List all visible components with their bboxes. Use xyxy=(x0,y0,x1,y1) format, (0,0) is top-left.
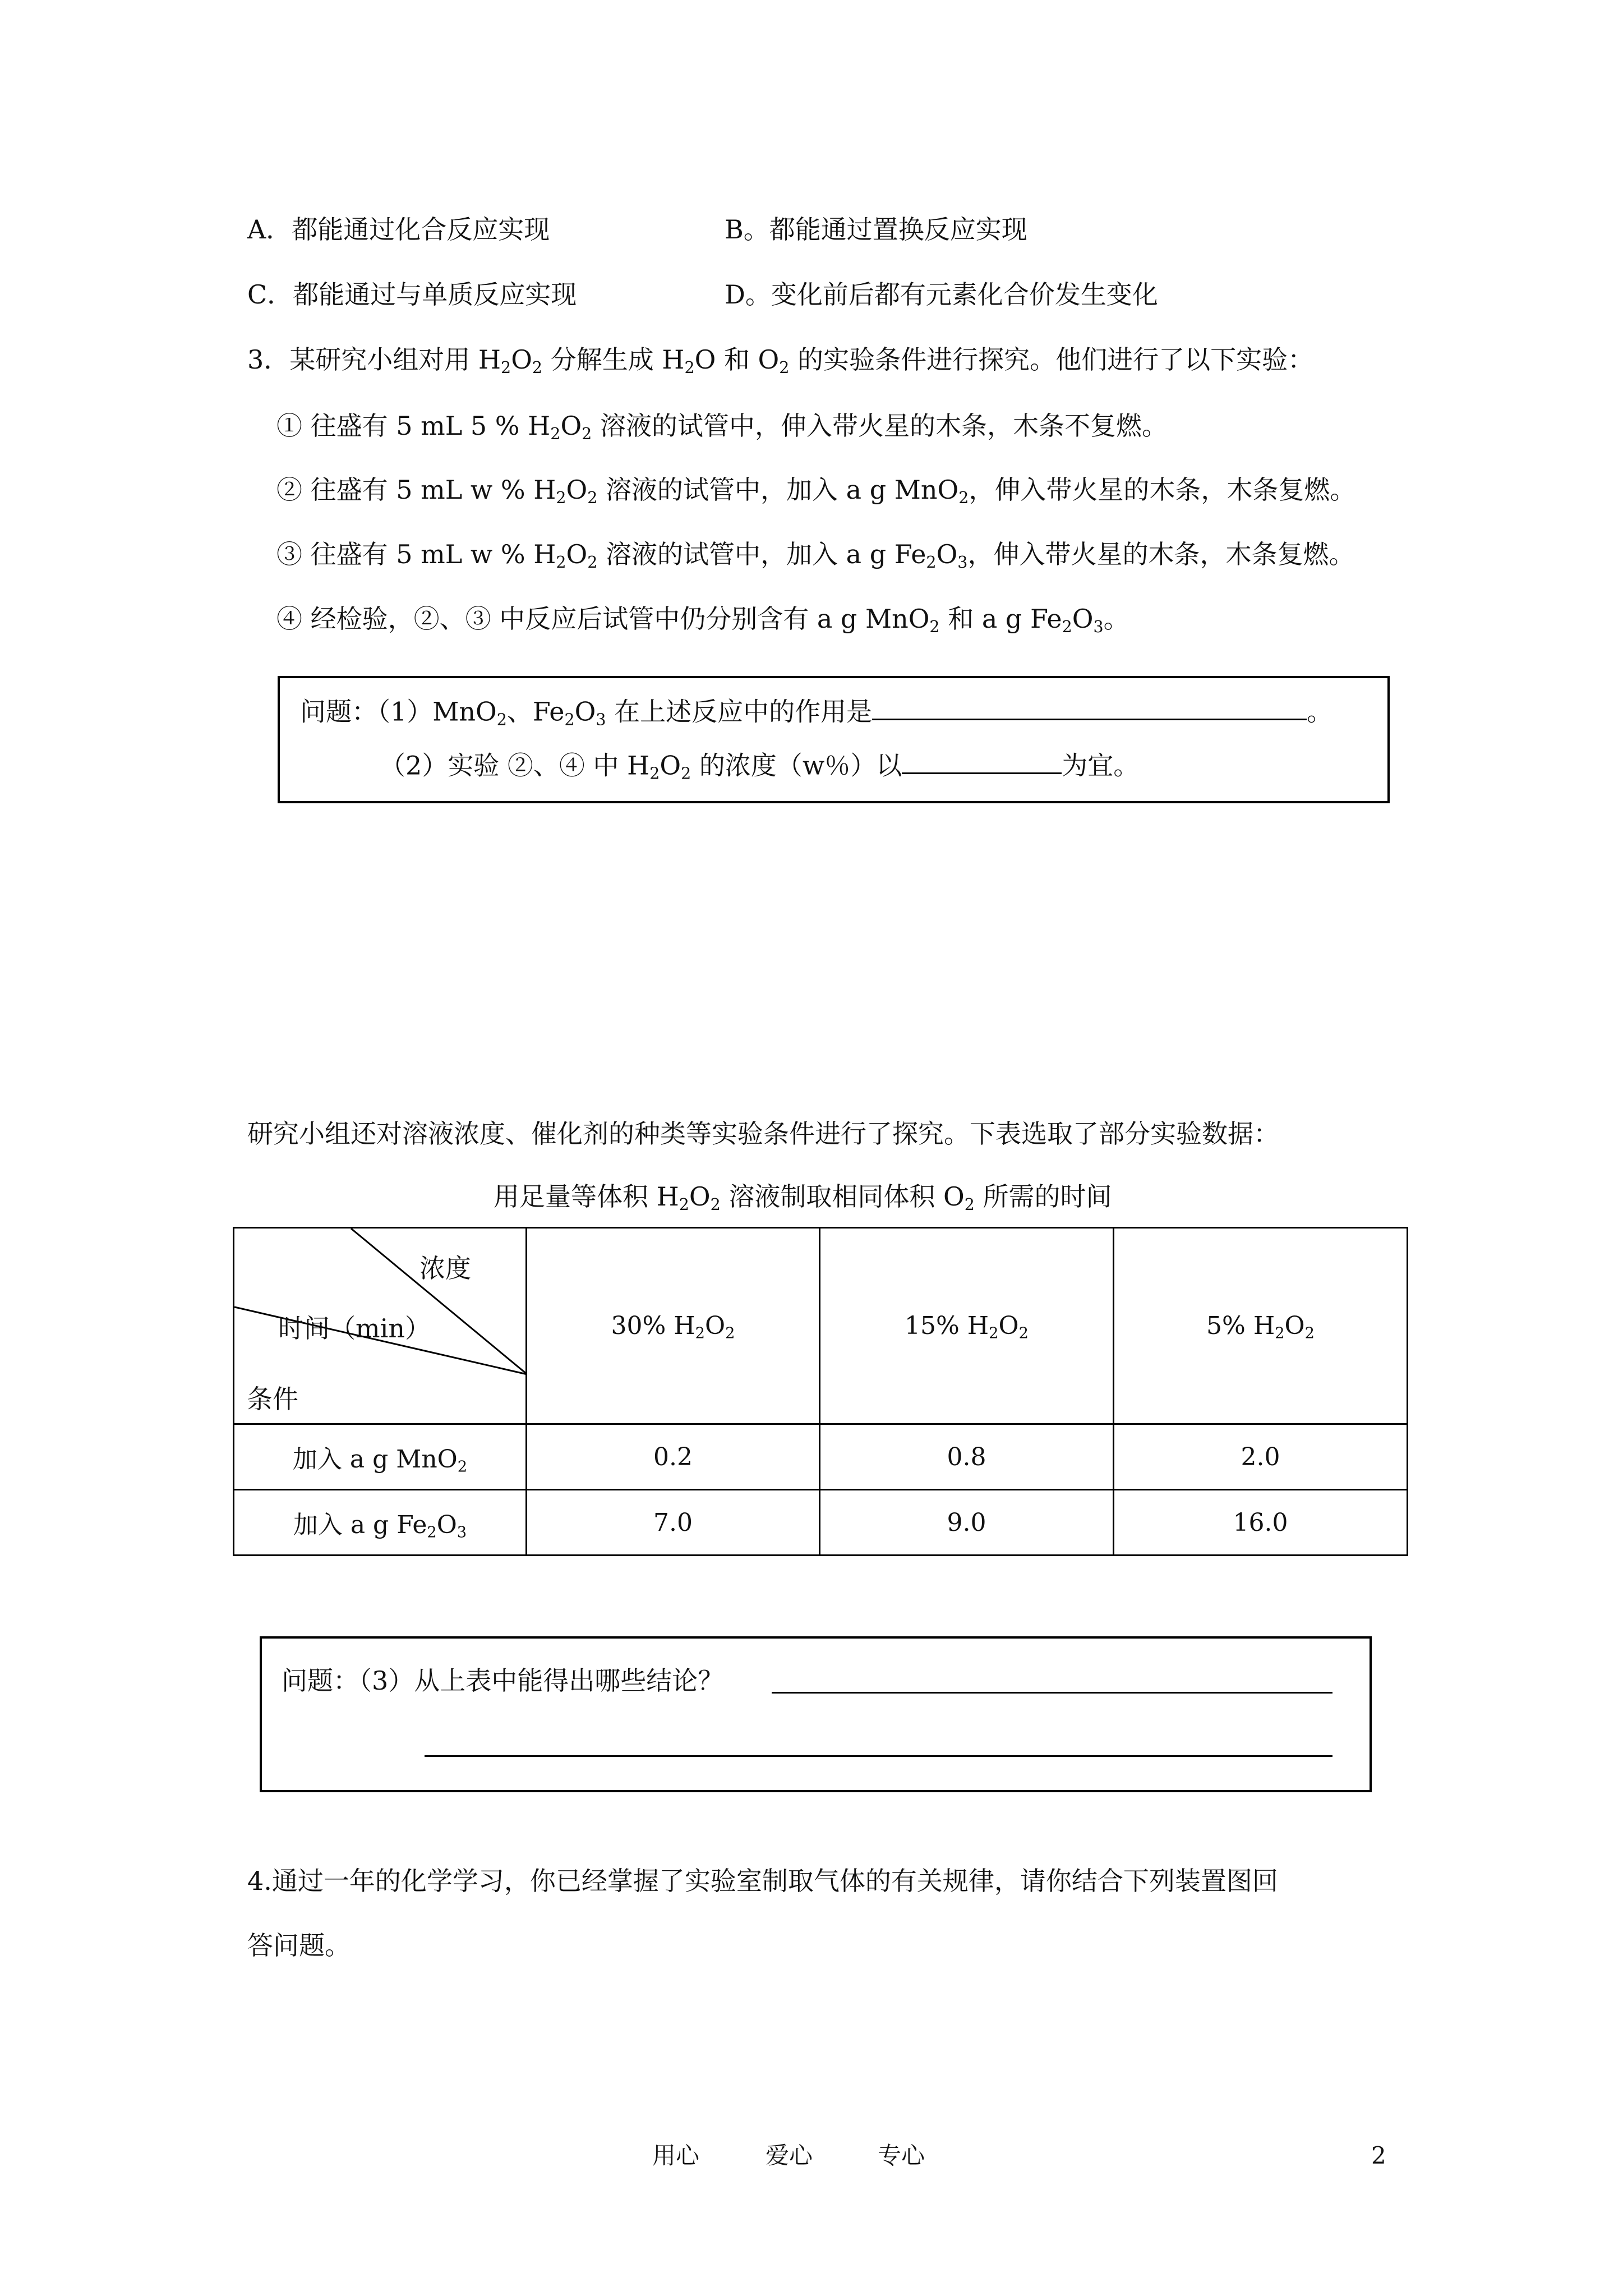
footer-left: 用心 xyxy=(652,2142,700,2169)
table-row xyxy=(234,1490,1408,1556)
box1-question-1: 问题：（1）MnO$_2$、$Fe_2O_3$ 在上述反应中的作用是 。 xyxy=(300,696,1333,729)
table-row xyxy=(234,1424,1408,1490)
option-d: D。变化前后都有元素化合价发生变化 xyxy=(725,279,1158,310)
answer-line-1[interactable] xyxy=(772,1692,1332,1694)
column-header-5: 5% $H_2O_2$ xyxy=(1114,1228,1408,1424)
data-table xyxy=(233,1227,1408,1556)
column-header-30: 30% $H_2O_2$ xyxy=(527,1228,820,1424)
option-b: B。都能通过置换反应实现 xyxy=(725,214,1027,245)
q3-step-1: ① 往盛有 5 mL 5 % $H_2O_2$ 溶液的试管中，伸入带火星的木条，木条不复燃。 xyxy=(276,411,1168,443)
option-a: A．都能通过化合反应实现 xyxy=(247,214,550,245)
table-header-diagonal-cell xyxy=(234,1228,527,1424)
table-cell: 9.0 xyxy=(820,1490,1114,1556)
footer-right: 专心 xyxy=(878,2142,925,2169)
answer-line-2[interactable] xyxy=(425,1755,1332,1757)
q3-step-2: ② 往盛有 5 mL w % $H_2O_2$ 溶液的试管中，加入 a g MnO$_2$，伸入带火星的木条，木条复燃。 xyxy=(276,475,1356,507)
q3-intro: 3．某研究小组对用 $H_2O_2$ 分解生成 $H_2O$ 和 $O_2$ 的实验条件进行探究。他们进行了以下实验： xyxy=(247,344,1314,377)
footer-mid: 爱心 xyxy=(766,2142,813,2169)
header-condition: 条件 xyxy=(247,1384,298,1414)
box2-question-3: 问题：（3）从上表中能得出哪些结论？ xyxy=(282,1665,724,1696)
table-cell: 7.0 xyxy=(527,1490,820,1556)
column-header-15: 15% $H_2O_2$ xyxy=(820,1228,1114,1424)
table-cell: 0.8 xyxy=(820,1424,1114,1490)
table-cell: 2.0 xyxy=(1114,1424,1408,1490)
question-box-2 xyxy=(260,1636,1372,1792)
header-time: 时间（min） xyxy=(278,1313,431,1343)
option-c: C．都能通过与单质反应实现 xyxy=(247,279,577,310)
page-number: 2 xyxy=(1371,2142,1386,2169)
row-label-mno2: 加入 a g MnO$_2$ xyxy=(234,1424,527,1490)
q3-step-3: ③ 往盛有 5 mL w % $H_2O_2$ 溶液的试管中，加入 a g $Fe_2O_3$，伸入带火星的木条，木条复燃。 xyxy=(276,539,1355,572)
table-cell: 16.0 xyxy=(1114,1490,1408,1556)
header-concentration: 浓度 xyxy=(419,1253,471,1283)
study-paragraph: 研究小组还对溶液浓度、催化剂的种类等实验条件进行了探究。下表选取了部分实验数据： xyxy=(247,1119,1279,1149)
answer-blank-2[interactable] xyxy=(902,749,1062,774)
q4-line-1: 4.通过一年的化学学习，你已经掌握了实验室制取气体的有关规律，请你结合下列装置图回 xyxy=(247,1866,1278,1896)
table-title: 用足量等体积 $H_2O_2$ 溶液制取相同体积 $O_2$ 所需的时间 xyxy=(494,1181,1112,1214)
q4-line-2: 答问题。 xyxy=(247,1930,351,1961)
row-label-fe2o3: 加入 a g $Fe_2O_3$ xyxy=(234,1490,527,1556)
box1-question-2: （2）实验 ②、④ 中 $H_2O_2$ 的浓度（w％）以 为宜。 xyxy=(380,750,1140,783)
answer-blank-1[interactable] xyxy=(872,696,1307,720)
table-cell: 0.2 xyxy=(527,1424,820,1490)
q3-step-4: ④ 经检验，②、③ 中反应后试管中仍分别含有 a g MnO$_2$ 和 a g $Fe_2O_3$。 xyxy=(276,604,1129,636)
